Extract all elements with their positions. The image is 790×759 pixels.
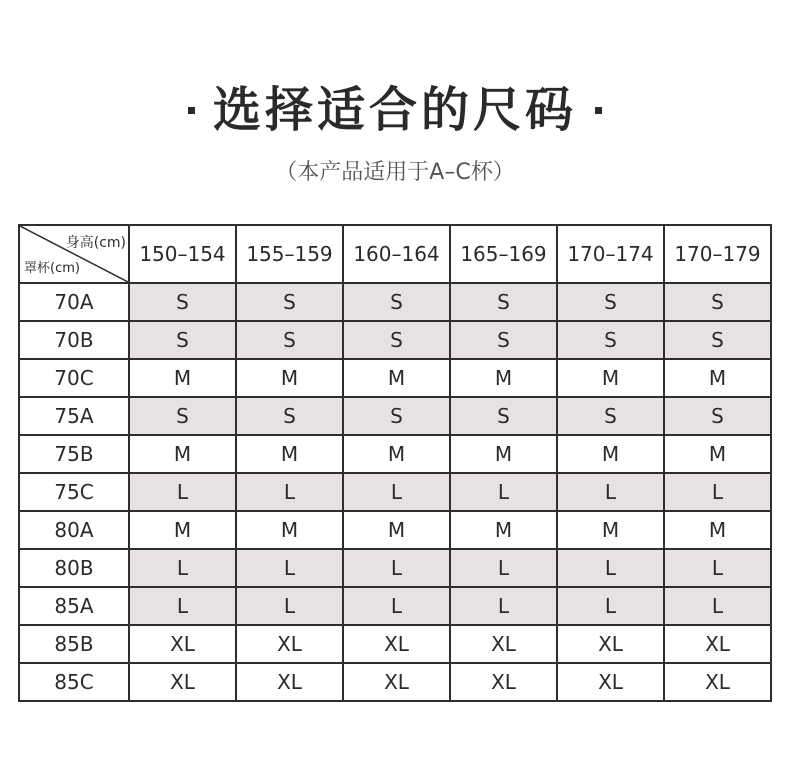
size-cell: L bbox=[129, 473, 236, 511]
page-subtitle: （本产品适用于A–C杯） bbox=[275, 160, 515, 185]
size-cell: S bbox=[343, 321, 450, 359]
table-body bbox=[19, 283, 771, 701]
size-cell: L bbox=[664, 473, 771, 511]
row-label-cup-size: 85B bbox=[19, 625, 129, 663]
corner-header-cell bbox=[19, 225, 129, 283]
size-cell: M bbox=[236, 435, 343, 473]
size-cell: M bbox=[664, 511, 771, 549]
size-cell: XL bbox=[557, 663, 664, 701]
table-row bbox=[19, 625, 771, 663]
row-label-cup-size: 75B bbox=[19, 435, 129, 473]
size-cell: L bbox=[343, 587, 450, 625]
size-cell: L bbox=[343, 549, 450, 587]
size-cell: M bbox=[450, 359, 557, 397]
size-cell: M bbox=[450, 435, 557, 473]
table-row bbox=[19, 473, 771, 511]
title-left-bullet bbox=[188, 107, 195, 114]
row-label-cup-size: 80B bbox=[19, 549, 129, 587]
row-label-cup-size: 75C bbox=[19, 473, 129, 511]
size-cell: M bbox=[129, 359, 236, 397]
size-cell: M bbox=[450, 511, 557, 549]
size-cell: L bbox=[236, 587, 343, 625]
size-cell: S bbox=[557, 321, 664, 359]
size-cell: XL bbox=[129, 625, 236, 663]
row-label-cup-size: 70C bbox=[19, 359, 129, 397]
row-label-cup-size: 85A bbox=[19, 587, 129, 625]
size-cell: XL bbox=[450, 663, 557, 701]
table-row bbox=[19, 359, 771, 397]
size-cell: M bbox=[129, 511, 236, 549]
size-cell: L bbox=[450, 473, 557, 511]
table-row bbox=[19, 511, 771, 549]
size-cell: L bbox=[129, 587, 236, 625]
size-cell: S bbox=[664, 397, 771, 435]
size-cell: S bbox=[450, 397, 557, 435]
size-cell: XL bbox=[129, 663, 236, 701]
row-label-cup-size: 75A bbox=[19, 397, 129, 435]
size-chart-table bbox=[18, 224, 772, 702]
size-cell: XL bbox=[664, 625, 771, 663]
size-cell: XL bbox=[450, 625, 557, 663]
row-label-cup-size: 70A bbox=[19, 283, 129, 321]
size-cell: M bbox=[236, 359, 343, 397]
size-cell: XL bbox=[343, 625, 450, 663]
table-row bbox=[19, 397, 771, 435]
size-cell: M bbox=[557, 511, 664, 549]
size-cell: S bbox=[129, 283, 236, 321]
size-cell: M bbox=[664, 359, 771, 397]
column-header: 155–159 bbox=[236, 225, 343, 283]
page-title bbox=[0, 80, 790, 140]
size-cell: S bbox=[236, 321, 343, 359]
size-cell: S bbox=[557, 283, 664, 321]
size-cell: M bbox=[129, 435, 236, 473]
size-cell: S bbox=[236, 397, 343, 435]
height-axis-label: 身高(cm) bbox=[65, 235, 126, 251]
size-cell: M bbox=[557, 359, 664, 397]
size-cell: S bbox=[236, 283, 343, 321]
size-cell: XL bbox=[343, 663, 450, 701]
title-right-bullet bbox=[595, 107, 602, 114]
page-title-text: 选择适合的尺码 bbox=[212, 82, 577, 138]
column-header: 160–164 bbox=[343, 225, 450, 283]
size-cell: M bbox=[557, 435, 664, 473]
size-cell: L bbox=[236, 549, 343, 587]
size-cell: M bbox=[343, 359, 450, 397]
size-cell: L bbox=[450, 587, 557, 625]
table-row bbox=[19, 283, 771, 321]
table-row bbox=[19, 435, 771, 473]
size-cell: L bbox=[664, 549, 771, 587]
size-cell: S bbox=[557, 397, 664, 435]
size-cell: L bbox=[236, 473, 343, 511]
header-row bbox=[19, 225, 771, 283]
cup-axis-label: 罩杯(cm) bbox=[24, 261, 80, 276]
size-cell: L bbox=[557, 549, 664, 587]
column-header: 150–154 bbox=[129, 225, 236, 283]
size-cell: S bbox=[664, 321, 771, 359]
table-row bbox=[19, 587, 771, 625]
size-cell: XL bbox=[236, 663, 343, 701]
size-cell: L bbox=[343, 473, 450, 511]
row-label-cup-size: 80A bbox=[19, 511, 129, 549]
size-cell: S bbox=[129, 397, 236, 435]
size-cell: L bbox=[557, 473, 664, 511]
size-cell: M bbox=[236, 511, 343, 549]
size-cell: S bbox=[450, 321, 557, 359]
size-cell: M bbox=[664, 435, 771, 473]
size-cell: S bbox=[450, 283, 557, 321]
size-cell: S bbox=[664, 283, 771, 321]
column-header: 170–174 bbox=[557, 225, 664, 283]
size-cell: XL bbox=[664, 663, 771, 701]
column-header: 170–179 bbox=[664, 225, 771, 283]
size-cell: L bbox=[557, 587, 664, 625]
row-label-cup-size: 70B bbox=[19, 321, 129, 359]
row-label-cup-size: 85C bbox=[19, 663, 129, 701]
size-cell: L bbox=[450, 549, 557, 587]
table-row bbox=[19, 663, 771, 701]
size-cell: L bbox=[129, 549, 236, 587]
size-cell: S bbox=[129, 321, 236, 359]
column-header: 165–169 bbox=[450, 225, 557, 283]
size-cell: XL bbox=[236, 625, 343, 663]
size-cell: S bbox=[343, 283, 450, 321]
size-cell: L bbox=[664, 587, 771, 625]
size-cell: S bbox=[343, 397, 450, 435]
size-cell: M bbox=[343, 435, 450, 473]
size-cell: M bbox=[343, 511, 450, 549]
table-row bbox=[19, 321, 771, 359]
size-cell: XL bbox=[557, 625, 664, 663]
table-row bbox=[19, 549, 771, 587]
